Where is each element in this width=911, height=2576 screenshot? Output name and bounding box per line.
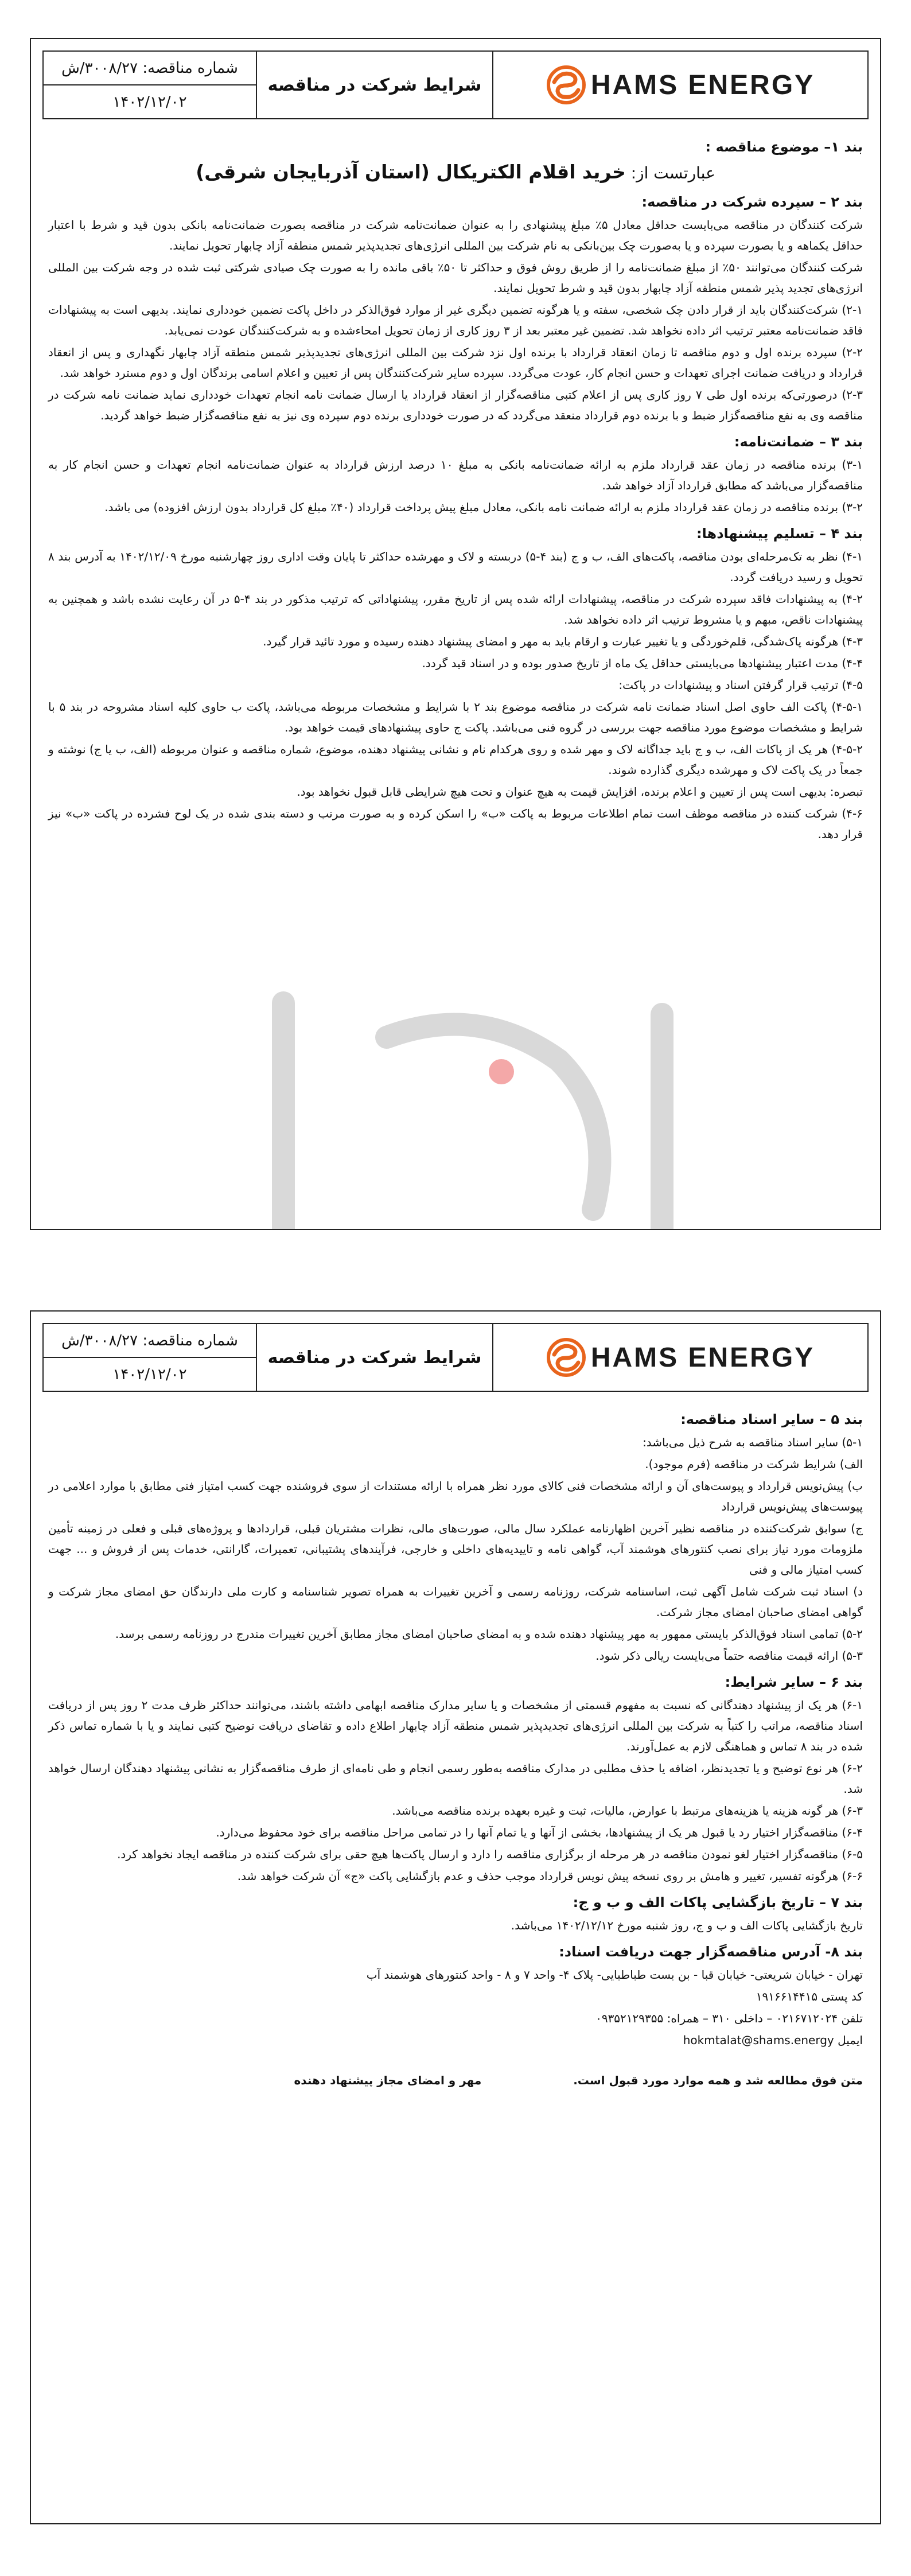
company-logo-text: HAMS ENERGY bbox=[590, 69, 815, 100]
subject-prefix: عبارتست از: bbox=[625, 164, 715, 182]
closing-row bbox=[48, 2070, 863, 2091]
section-6-paragraph: ۶-۲) هر نوع توضیح و یا تجدیدنظر، اضافه یا حذف مطلبی در مدارک مناقصه به‌طور رسمی انجام و طی نامه‌ای از طرف مناقصه‌گزار به نشانی پیشنهاد دهندگان ارسال خواهد شد. bbox=[48, 1761, 863, 1796]
section-6-paragraph: ۶-۶) هرگونه تفسیر، تغییر و هامش بر روی نسخه پیش نویس قرارداد موجب حذف و عدم بازگشایی پاکت «ج» آن شرکت خواهد شد. bbox=[237, 1869, 863, 1883]
tender-meta-box bbox=[44, 1324, 257, 1391]
subject-text: خرید اقلام الکتریکال (استان آذربایجان شرقی) bbox=[196, 161, 626, 183]
signature-label: مهر و امضای مجاز پیشنهاد دهنده bbox=[294, 2073, 482, 2087]
section-3-heading: بند ۳ – ضمانت‌نامه: bbox=[734, 434, 863, 450]
section-2-heading: بند ۲ – سپرده شرکت در مناقصه: bbox=[641, 194, 863, 210]
section-4-paragraph: ۴-۵-۲) هر یک از پاکات الف، ب و ج باید جداگانه لاک و مهر شده و روی هرکدام نام و نشانی پیشنهاد دهنده، موضوع، شماره مناقصه و عنوان مربوطه (الف، ب یا ج) نوشته و جمعاً در یک پاکت لاک و مهرشده دیگری گذارده شوند. bbox=[48, 742, 863, 777]
section-4-paragraph: ۴-۱) نظر به تک‌مرحله‌ای بودن مناقصه، پاکت‌های الف، ب و ج (بند ۴-۵) دربسته و لاک و مهرشده حداکثر تا پایان وقت اداری روز چهارشنبه مورخ ۱۴۰۲/۱۲/۰۹ به آدرس بند ۸ تحویل و رسید دریافت گردد. bbox=[48, 550, 863, 584]
acceptance-statement: متن فوق مطالعه شد و همه موارد مورد قبول است. bbox=[573, 2073, 863, 2087]
section-4-paragraph: ۴-۴) مدت اعتبار پیشنهادها می‌بایستی حداقل یک ماه از تاریخ صدور بوده و در اسناد قید گردد. bbox=[422, 656, 863, 670]
section-4-heading: بند ۴ – تسلیم پیشنهادها: bbox=[696, 526, 863, 542]
tender-number: شماره مناقصه: ۳۰۰۸/۲۷/ش bbox=[44, 52, 256, 85]
document-page-2 bbox=[30, 1310, 881, 2524]
section-6-heading: بند ۶ – سایر شرایط: bbox=[725, 1674, 863, 1690]
page-1-content bbox=[48, 131, 863, 846]
section-8-heading: بند ۸- آدرس مناقصه‌گزار جهت دریافت اسناد: bbox=[559, 1944, 863, 1960]
section-5-paragraph: ب) پیش‌نویس قرارداد و پیوست‌های آن و ارائه مشخصات فنی کالای مورد نظر همراه با ارائه مستندات از سوی فروشنده جهت کسب امتیاز فنی مطابق با موارد اعلامی در پیوست‌های پیش‌نویس قرارداد bbox=[48, 1479, 863, 1513]
section-1-heading: بند ۱– موضوع مناقصه : bbox=[705, 139, 863, 155]
document-page-1 bbox=[30, 38, 881, 1230]
section-2-paragraph: ۲-۱) شرکت‌کنندگان باید از قرار دادن چک شخصی، سفته و یا هرگونه تضمین دیگری غیر از موارد فوق‌الذکر در داخل پاکت تضمین خودداری نمایند. بدیهی است به پیشنهادات فاقد ضمانت‌نامه معتبر ترتیب اثر داده نخواهد شد. تضمین غیر معتبر بعد از ۳ روز کاری از زمان تحویل امحاءشده و به شرکت‌کنندگان عودت نمی‌یابد. bbox=[48, 303, 863, 337]
section-5-paragraph: الف) شرایط شرکت در مناقصه (فرم موجود). bbox=[645, 1457, 863, 1471]
section-5-paragraph: ۵-۳) ارائه قیمت مناقصه حتماً می‌بایست ریالی ذکر شود. bbox=[595, 1649, 863, 1663]
section-3-paragraph: ۳-۲) برنده مناقصه در زمان عقد قرارداد ملزم به ارائه ضمانت نامه بانکی، معادل مبلغ پیش پرداخت قرارداد (۴۰٪ مبلغ کل قرارداد بدون ارزش افزوده) می باشد. bbox=[104, 500, 863, 514]
phone-line: تلفن ۰۲۱۶۷۱۲۰۲۴ – داخلی ۳۱۰ – همراه: ۰۹۳۵۲۱۲۹۳۵۵ bbox=[595, 2011, 863, 2025]
section-6-paragraph: ۶-۱) هر یک از پیشنهاد دهندگانی که نسبت به مفهوم قسمتی از مشخصات و یا سایر مدارک مناقصه ابهامی داشته باشند، می‌توانند حداکثر ظرف مدت ۲ روز پس از دریافت اسناد مناقصه، مراتب را کتباً به شرکت بین المللی انرژی‌های تجدیدپذیر شمس منطقه آزاد چابهار اطلاع داده و تقاضای دریافت توضیح کتبی نمایند و یا با شماره تماس ذکر شده در بند ۸ تماس و هماهنگی لازم به عمل‌آورند. bbox=[48, 1698, 863, 1753]
section-3-paragraph: ۳-۱) برنده مناقصه در زمان عقد قرارداد ملزم به ارائه ضمانت‌نامه بانکی به مبلغ ۱۰ درصد ارزش قرارداد به عنوان ضمانت‌نامه انجام تعهدات و حسن انجام کار به مناقصه‌گزار می‌باشد که مطابق قرارداد آزاد خواهد شد. bbox=[48, 458, 863, 492]
section-5-heading: بند ۵ – سایر اسناد مناقصه: bbox=[680, 1411, 863, 1427]
section-4-paragraph: ۴-۲) به پیشنهادات فاقد سپرده شرکت در مناقصه، پیشنهادات ارائه شده پس از تاریخ مقرر، پیشنهاداتی که ترتیب مذکور در بند ۴-۵ در آن رعایت نشده باشد و همچنین به پیشنهادات ناقص، مبهم و یا مشروط ترتیب اثر داده نخواهد شد. bbox=[48, 592, 863, 627]
opening-date: تاریخ بازگشایی پاکات الف و ب و ج، روز شنبه مورخ ۱۴۰۲/۱۲/۱۲ می‌باشد. bbox=[511, 1919, 863, 1932]
page-2-content bbox=[48, 1403, 863, 2091]
tender-date: ۱۴۰۲/۱۲/۰۲ bbox=[112, 93, 187, 111]
page-header bbox=[42, 1323, 869, 1392]
sun-logo-icon bbox=[546, 65, 586, 105]
section-2-paragraph: ۲-۲) سپرده برنده اول و دوم مناقصه تا زمان انعقاد قرارداد با برنده اول نزد شرکت بین المللی انرژی‌های تجدیدپذیر شمس منطقه آزاد چابهار نگهداری و پس از انعقاد قرارداد و دریافت ضمانت اجرای تعهدات و حسن انجام کار، عودت می‌گردد. سپرده سایر شرکت‌کنندگان پس از تعیین و اعلام اسامی برندگان اول و دوم مسترد خواهد شد. bbox=[48, 345, 863, 380]
email-line bbox=[48, 2030, 863, 2050]
section-5-paragraph: د) اسناد ثبت شرکت شامل آگهی ثبت، اساسنامه شرکت، روزنامه رسمی و آخرین تغییرات به همراه تصویر شناسنامه و کارت ملی دارندگان حق امضای مجاز شرکت و گواهی امضای صاحبان امضای مجاز شرکت. bbox=[48, 1585, 863, 1619]
postal-code: کد پستی ۱۹۱۶۶۱۴۴۱۵ bbox=[756, 1990, 863, 2003]
page-header bbox=[42, 50, 869, 119]
document-title: شرایط شرکت در مناقصه bbox=[257, 1324, 493, 1391]
tender-number: شماره مناقصه: ۳۰۰۸/۲۷/ش bbox=[44, 1324, 256, 1358]
section-6-paragraph: ۶-۵) مناقصه‌گزار اختیار لغو نمودن مناقصه در هر مرحله از برگزاری مناقصه را دارد و ارسال پاکت‌ها هیچ حقی برای شرکت کننده در مناقصه ایجاد نخواهد کرد. bbox=[117, 1847, 863, 1861]
section-2-paragraph: شرکت کنندگان در مناقصه می‌بایست حداقل معادل ۵٪ مبلغ پیشنهادی را به عنوان ضمانت‌نامه شرکت در مناقصه بصورت ضمانت‌نامه بانکی بدون قید و شرط با اعتبار حداقل یکماهه و یا بصورت سپرده و یا به‌صورت چک بین‌بانکی به نام شرکت بین المللی انرژی‌های تجدیدپذیر شمس منطقه آزاد چابهار تحویل نمایند. bbox=[48, 218, 863, 252]
address-line: تهران - خیابان شریعتی- خیابان قبا - بن بست طباطبایی- پلاک ۴- واحد ۷ و ۸ - واحد کنتورهای هوشمند آب bbox=[366, 1968, 863, 1982]
email-label: ایمیل bbox=[834, 2033, 863, 2047]
tender-date: ۱۴۰۲/۱۲/۰۲ bbox=[112, 1365, 187, 1383]
section-6-paragraph: ۶-۳) هر گونه هزینه یا هزینه‌های مرتبط با عوارض، مالیات، ثبت و غیره بعهده برنده مناقصه می‌باشد. bbox=[392, 1804, 863, 1818]
section-4-note: تبصره: بدیهی است پس از تعیین و اعلام برنده، افزایش قیمت به هیچ عنوان و تحت هیچ شرایطی قابل قبول نخواهد بود. bbox=[297, 785, 863, 799]
company-logo bbox=[493, 52, 867, 118]
section-2-paragraph: ۲-۳) درصورتی‌که برنده اول طی ۷ روز کاری پس از اعلام کتبی مناقصه‌گزار از انعقاد قرارداد یا ارسال ضمانت نامه انجام تعهدات خودداری نماید ضمانت نامه شرکت در مناقصه وی به نفع مناقصه‌گزار ضبط و با برنده دوم قرارداد منعقد می‌گردد که در صورت خودداری برنده دوم سپرده وی نیز به نفع مناقصه‌گزار ضبط خواهد گردید. bbox=[48, 388, 863, 422]
tender-subject bbox=[48, 162, 863, 184]
section-4-paragraph: ۴-۶) شرکت کننده در مناقصه موظف است تمام اطلاعات مربوط به پاکت «ب» را اسکن کرده و به صورت مرتب و دسته بندی شده در یک لوح فشرده در پاکت «ب» نیز قرار دهد. bbox=[48, 807, 863, 841]
section-5-paragraph: ۵-۱) سایر اسناد مناقصه به شرح ذیل می‌باشد: bbox=[643, 1435, 863, 1449]
document-title: شرایط شرکت در مناقصه bbox=[257, 52, 493, 118]
company-logo bbox=[493, 1324, 867, 1391]
company-logo-text: HAMS ENERGY bbox=[590, 1342, 815, 1373]
sun-logo-icon bbox=[546, 1337, 586, 1378]
tender-meta-box bbox=[44, 52, 257, 118]
section-5-paragraph: ۵-۲) تمامی اسناد فوق‌الذکر بایستی ممهور به مهر پیشنهاد دهنده شده و به امضای صاحبان امضای مجاز مطابق آخرین تغییرات مندرج در روزنامه رسمی برسد. bbox=[115, 1627, 863, 1641]
section-6-paragraph: ۶-۴) مناقصه‌گزار اختیار رد یا قبول هر یک از پیشنهادها، بخشی از آنها و یا تمام آنها را در تمامی مراحل مناقصه برای خود محفوظ می‌دارد. bbox=[216, 1826, 863, 1839]
watermark-stamp-icon bbox=[42, 968, 880, 1230]
section-2-paragraph: شرکت کنندگان می‌توانند ۵۰٪ از مبلغ ضمانت‌نامه را از طریق روش فوق و حداکثر تا ۵۰٪ باقی مانده را به صورت چک صیادی شرکتی ثبت شده در وجه شرکت بین المللی انرژی‌های تجدید پذیر شمس منطقه آزاد چابهار بدون قید و شرط تحویل نمایند. bbox=[48, 260, 863, 295]
section-5-paragraph: ج) سوابق شرکت‌کننده در مناقصه نظیر آخرین اظهارنامه عملکرد سال مالی، صورت‌های مالی، نظرات مشتریان قبلی، قراردادها و پروژه‌های قبلی و فعلی در زمینه تأمین ملزومات مورد نیاز برای نصب کنتورهای هوشمند آب، گواهی نامه و تاییدیه‌های داخلی و خارجی، فرآیندهای پشتیبانی، تعمیرات، گارانتی، خدمات پس از فروش و ... جهت کسب امتیاز مالی و فنی bbox=[48, 1522, 863, 1577]
section-4-paragraph: ۴-۵-۱) پاکت الف حاوی اصل اسناد ضمانت نامه شرکت در مناقصه موضوع بند ۲ با شرایط و مشخصات مربوطه می‌باشد، پاکت ب حاوی کلیه اسناد مشروحه در بند ۵ با شرایط و مشخصات موضوع مورد مناقصه جهت بررسی در گروه فنی می‌باشد. پاکت ج حاوی پیشنهادهای قیمت خواهد بود. bbox=[48, 700, 863, 734]
email-link[interactable]: hokmtalat@shams.energy bbox=[683, 2033, 834, 2047]
section-4-paragraph: ۴-۵) ترتیب قرار گرفتن اسناد و پیشنهادات در پاکت: bbox=[618, 678, 863, 692]
section-7-heading: بند ۷ – تاریخ بازگشایی پاکات الف و ب و ج: bbox=[573, 1894, 863, 1910]
section-4-paragraph: ۴-۳) هرگونه پاک‌شدگی، قلم‌خوردگی و یا تغییر عبارت و ارقام باید به مهر و امضای پیشنهاد دهنده رسیده و مورد تائید قرار گیرد. bbox=[263, 635, 863, 648]
